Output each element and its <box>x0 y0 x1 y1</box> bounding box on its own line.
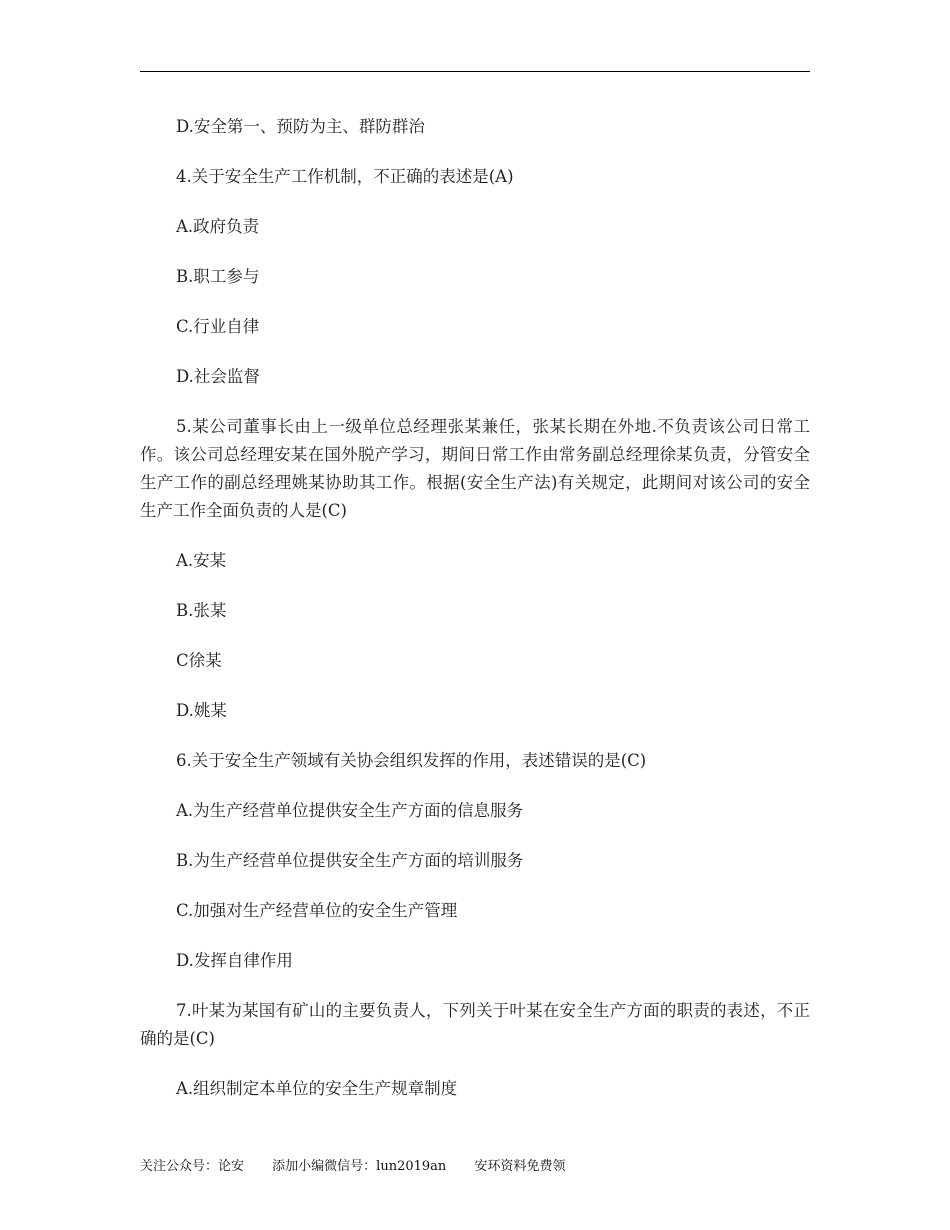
page-footer <box>140 1155 589 1174</box>
option-d-q3: D.安全第一、预防为主、群防群治 <box>176 117 425 136</box>
question-5: 5.某公司董事长由上一级单位总经理张某兼任，张某长期在外地.不负责该公司日常工作。该公司总经理安某在国外脱产学习，期间日常工作由常务副总经理徐某负责，分管安全生产工作的副总经理姚某协助其工作。根据(安全生产法)有关规定，此期间对该公司的安全生产工作全面负责的人是(C) <box>140 417 810 520</box>
option-c-q6: C.加强对生产经营单位的安全生产管理 <box>176 901 458 920</box>
option-a-q6: A.为生产经营单位提供安全生产方面的信息服务 <box>176 801 524 820</box>
option-a-q4: A.政府负责 <box>176 217 260 236</box>
option-b-q5: B.张某 <box>176 601 227 620</box>
option-d-q6: D.发挥自律作用 <box>176 951 293 970</box>
question-7: 7.叶某为某国有矿山的主要负责人，下列关于叶某在安全生产方面的职责的表述，不正确的是(C) <box>140 1001 810 1048</box>
footer-free-materials: 安环资料免费领 <box>474 1159 566 1174</box>
document-body <box>140 113 810 1125</box>
footer-editor-wechat-label: 添加小编微信号： <box>272 1159 377 1174</box>
option-b-q6: B.为生产经营单位提供安全生产方面的培训服务 <box>176 851 524 870</box>
footer-public-account: 关注公众号：论安 <box>140 1159 245 1174</box>
option-c-q4: C.行业自律 <box>176 317 260 336</box>
option-a-q5: A.安某 <box>176 551 227 570</box>
question-6: 6.关于安全生产领域有关协会组织发挥的作用，表述错误的是(C) <box>176 751 647 770</box>
option-a-q7: A.组织制定本单位的安全生产规章制度 <box>176 1079 458 1098</box>
footer-editor-wechat <box>272 1159 446 1174</box>
option-c-q5: C徐某 <box>176 651 222 670</box>
question-4: 4.关于安全生产工作机制，不正确的表述是(A) <box>176 167 514 186</box>
header-rule <box>140 71 810 72</box>
option-d-q5: D.姚某 <box>176 701 227 720</box>
footer-editor-wechat-id: lun2019an <box>376 1159 447 1174</box>
option-b-q4: B.职工参与 <box>176 267 260 286</box>
option-d-q4: D.社会监督 <box>176 367 260 386</box>
